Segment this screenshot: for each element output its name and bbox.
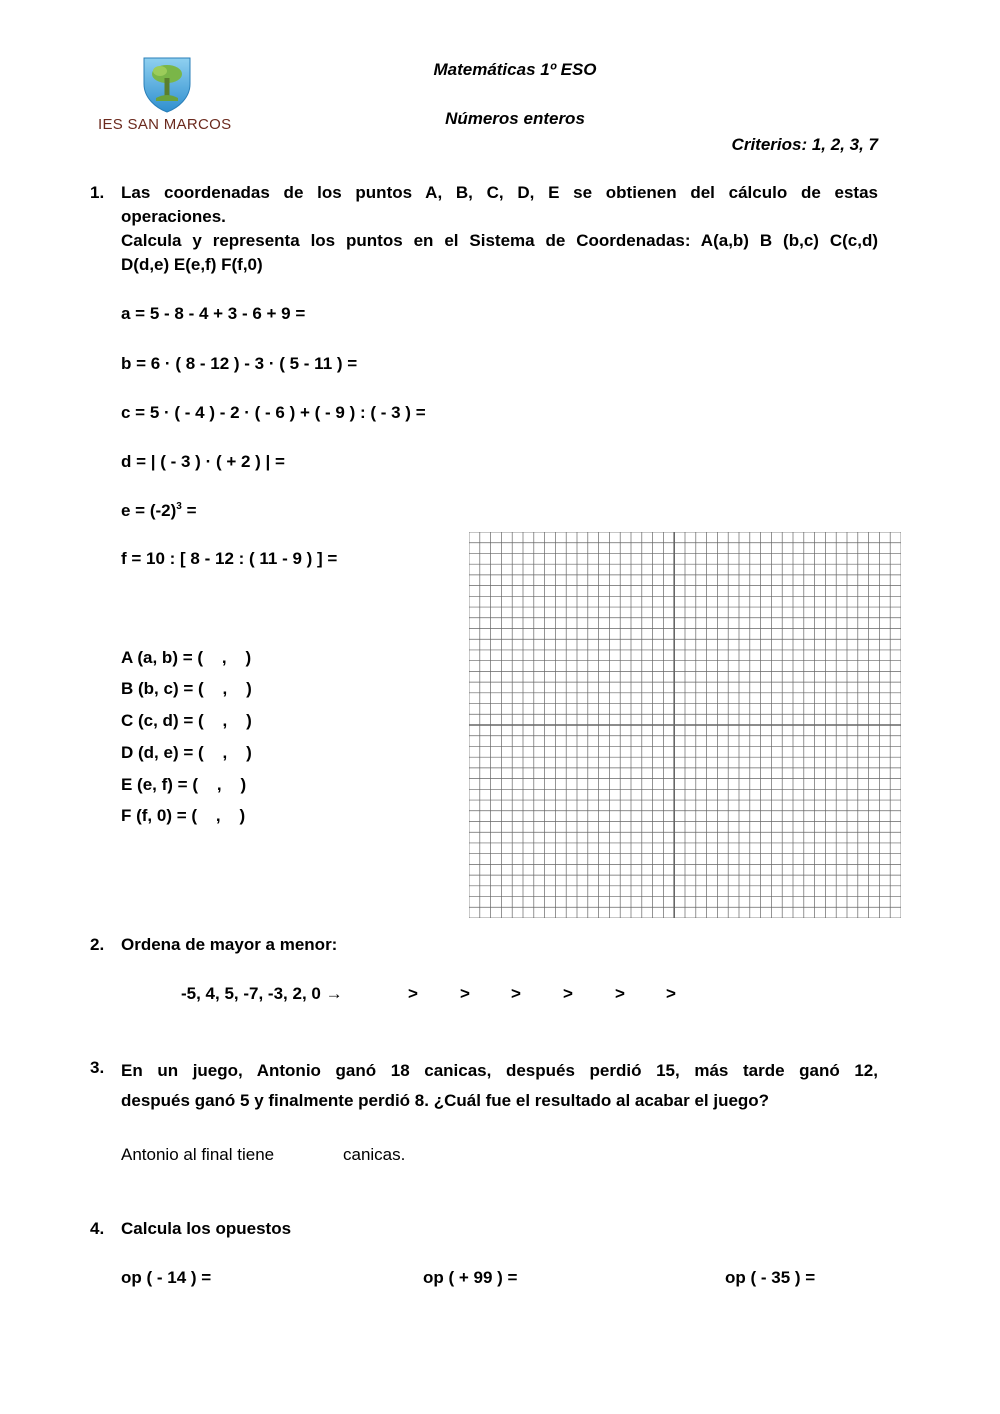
equation-e-exponent: 3 xyxy=(176,501,182,512)
question-1-line-3: Calcula y representa los puntos en el Sistema de Coordenadas: A(a,b) B (b,c) C(c,d) xyxy=(121,231,878,250)
topic-title: Números enteros xyxy=(445,109,585,128)
equation-d: d = | ( - 3 ) · ( + 2 ) | = xyxy=(121,452,285,471)
school-name: IES SAN MARCOS xyxy=(98,116,232,133)
question-4-title: Calcula los opuestos xyxy=(121,1219,292,1238)
question-3-line-2: después ganó 5 y finalmente perdió 8. ¿Cuál fue el resultado al acabar el juego? xyxy=(121,1091,770,1110)
question-3-number: 3. xyxy=(90,1058,105,1077)
question-1-line-1: Las coordenadas de los puntos A, B, C, D, E se obtienen del cálculo de estas xyxy=(121,183,878,202)
question-3-statement xyxy=(121,1056,878,1116)
greater-than-2: > xyxy=(460,984,470,1003)
answer-suffix: canicas. xyxy=(343,1145,406,1164)
criteria-label: Criterios: 1, 2, 3, 7 xyxy=(731,135,878,154)
opposite-2: op ( + 99 ) = xyxy=(423,1268,518,1287)
equation-a: a = 5 - 8 - 4 + 3 - 6 + 9 = xyxy=(121,304,306,323)
greater-than-6: > xyxy=(666,984,676,1003)
opposite-1: op ( - 14 ) = xyxy=(121,1268,212,1287)
question-1-line-2: operaciones. xyxy=(121,207,226,226)
greater-than-1: > xyxy=(408,984,418,1003)
answer-prefix: Antonio al final tiene xyxy=(121,1145,275,1164)
point-e-answer[interactable]: E (e, f) = ( , ) xyxy=(121,775,247,794)
question-2-title: Ordena de mayor a menor: xyxy=(121,935,338,954)
greater-than-3: > xyxy=(511,984,521,1003)
greater-than-5: > xyxy=(615,984,625,1003)
point-d-answer[interactable]: D (d, e) = ( , ) xyxy=(121,743,252,762)
coordinate-grid[interactable] xyxy=(469,532,901,918)
question-1-statement xyxy=(121,181,878,277)
point-a-answer[interactable]: A (a, b) = ( , ) xyxy=(121,648,252,667)
greater-than-4: > xyxy=(563,984,573,1003)
question-1-line-4: D(d,e) E(e,f) F(f,0) xyxy=(121,255,263,274)
question-4-number: 4. xyxy=(90,1219,105,1238)
equation-e xyxy=(121,499,197,523)
point-f-answer[interactable]: F (f, 0) = ( , ) xyxy=(121,806,246,825)
point-b-answer[interactable]: B (b, c) = ( , ) xyxy=(121,679,252,698)
equation-e-tail: = xyxy=(181,501,197,520)
subject-title: Matemáticas 1º ESO xyxy=(433,60,597,79)
equation-f: f = 10 : [ 8 - 12 : ( 11 - 9 ) ] = xyxy=(121,549,338,568)
equation-e-base: e = (-2) xyxy=(121,501,177,520)
question-2-number: 2. xyxy=(90,935,105,954)
equation-c: c = 5 · ( - 4 ) - 2 · ( - 6 ) + ( - 9 ) : ( - 3 ) = xyxy=(121,403,426,422)
number-sequence: -5, 4, 5, -7, -3, 2, 0 → xyxy=(181,984,343,1003)
point-c-answer[interactable]: C (c, d) = ( , ) xyxy=(121,711,252,730)
opposite-3: op ( - 35 ) = xyxy=(725,1268,816,1287)
equation-b: b = 6 · ( 8 - 12 ) - 3 · ( 5 - 11 ) = xyxy=(121,354,358,373)
question-3-line-1: En un juego, Antonio ganó 18 canicas, después perdió 15, más tarde ganó 12, xyxy=(121,1061,878,1080)
question-1-number: 1. xyxy=(90,183,105,202)
